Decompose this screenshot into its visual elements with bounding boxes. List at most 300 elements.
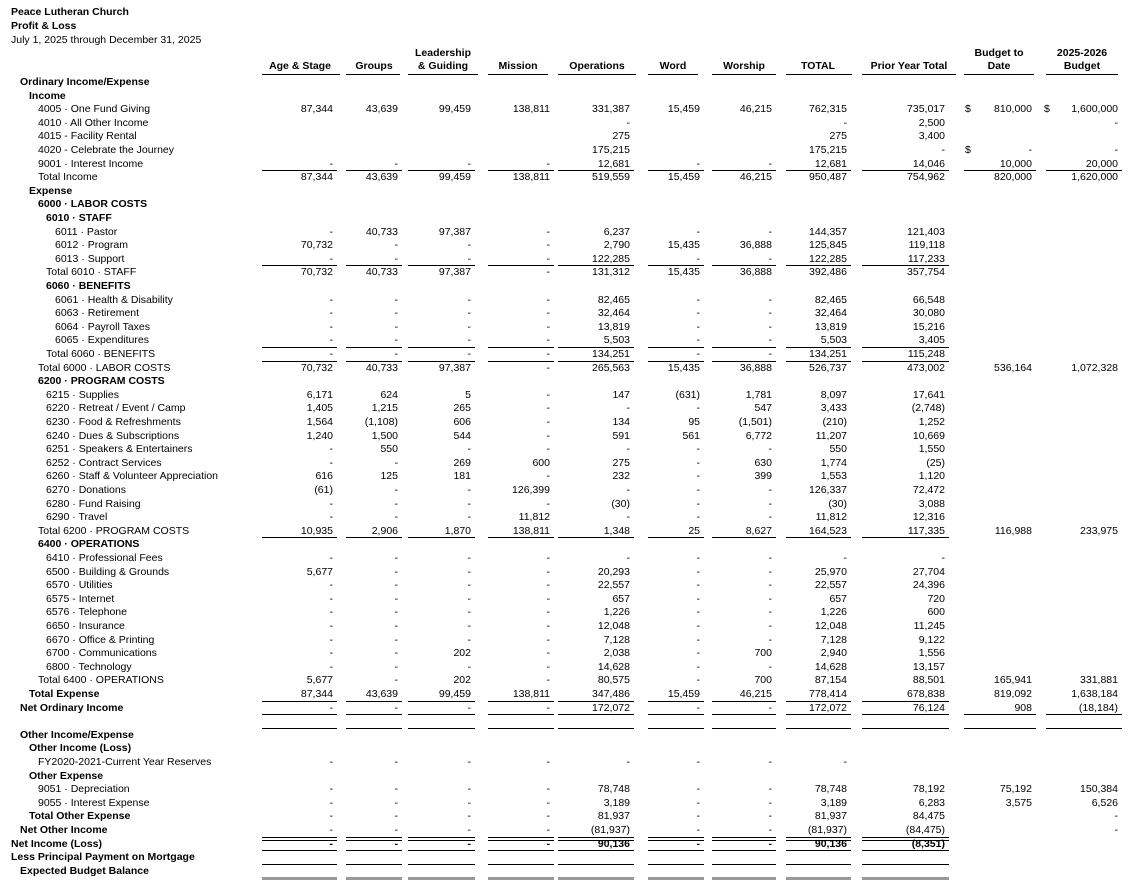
subtotal-rule — [262, 347, 337, 348]
cell-value: - — [546, 824, 550, 836]
cell-value: 3,405 — [918, 334, 945, 347]
cell-value: - — [467, 484, 471, 496]
cell-value: - — [467, 320, 471, 333]
subtotal-rule — [408, 864, 475, 865]
cell-value: 347,486 — [592, 688, 630, 700]
cell-value: (8,351) — [911, 837, 945, 850]
row-label: Net Ordinary Income — [20, 701, 124, 714]
subtotal-rule — [712, 170, 776, 171]
currency-symbol: $ — [1044, 103, 1050, 116]
cell-value: - — [329, 334, 333, 347]
subtotal-rule — [648, 837, 704, 841]
cell-value: - — [394, 565, 398, 578]
subtotal-rule — [648, 728, 704, 729]
cell-value: 13,157 — [912, 660, 945, 673]
cell-value: - — [546, 579, 550, 592]
cell-value: - — [329, 660, 333, 673]
cell-value: - — [768, 348, 772, 360]
cell-value: - — [394, 497, 398, 510]
cell-value: 87,154 — [814, 674, 847, 687]
cell-value: - — [696, 348, 700, 360]
cell-value: 172,072 — [809, 701, 847, 714]
subtotal-rule — [262, 850, 337, 851]
subtotal-rule — [408, 170, 475, 171]
row-label: 4005 · One Fund Giving — [38, 103, 151, 116]
cell-value: 9,122 — [918, 633, 945, 646]
cell-value: - — [696, 565, 700, 578]
row-label: 9051 · Depreciation — [38, 783, 130, 796]
subtotal-rule — [648, 537, 704, 538]
subtotal-rule — [488, 347, 554, 348]
cell-value: 561 — [682, 429, 700, 442]
cell-value: 87,344 — [300, 171, 333, 184]
cell-value: 76,124 — [912, 701, 945, 714]
cell-value: - — [546, 701, 550, 714]
row-label: 6230 · Food & Refreshments — [46, 416, 181, 428]
header-underline — [964, 74, 1034, 75]
cell-value: - — [546, 361, 550, 374]
cell-value: 32,464 — [814, 307, 847, 320]
cell-value: - — [467, 592, 471, 605]
row-label: Net Income (Loss) — [11, 837, 103, 850]
cell-value: 8,627 — [745, 524, 772, 537]
cell-value: - — [546, 388, 550, 401]
cell-value: 7,128 — [820, 633, 847, 646]
subtotal-rule — [262, 265, 337, 266]
report-period: July 1, 2025 through December 31, 2025 — [11, 34, 202, 46]
cell-value: 2,790 — [603, 239, 630, 252]
cell-value: - — [329, 633, 333, 646]
cell-value: 20,000 — [1085, 157, 1118, 170]
cell-value: - — [546, 660, 550, 673]
cell-value: 550 — [829, 443, 847, 456]
cell-value: 6,772 — [745, 429, 772, 442]
subtotal-rule — [558, 701, 634, 702]
subtotal-rule — [408, 347, 475, 348]
row-label: 6200 · PROGRAM COSTS — [38, 375, 165, 388]
cell-value: - — [394, 320, 398, 333]
cell-value: - — [467, 701, 471, 714]
row-label: Less Principal Payment on Mortgage — [11, 851, 195, 864]
cell-value: 78,748 — [814, 783, 847, 796]
cell-value: - — [696, 443, 700, 456]
cell-value: 12,048 — [814, 620, 847, 632]
cell-value: 25,970 — [814, 565, 847, 578]
cell-value: - — [329, 837, 333, 850]
cell-value: 138,811 — [512, 688, 550, 700]
cell-value: 2,940 — [820, 647, 847, 660]
cell-value: 43,639 — [365, 171, 398, 184]
row-label: 6215 · Supplies — [46, 388, 119, 401]
row-label: 6270 · Donations — [46, 484, 126, 496]
cell-value: 134,251 — [592, 348, 630, 360]
subtotal-rule — [712, 361, 776, 362]
subtotal-rule — [262, 864, 337, 865]
cell-value: 1,405 — [306, 402, 333, 415]
cell-value: - — [546, 674, 550, 687]
row-label: 6251 · Speakers & Entertainers — [46, 443, 193, 456]
subtotal-rule — [558, 537, 634, 538]
subtotal-rule — [558, 864, 634, 865]
header-underline — [786, 74, 852, 75]
org-name: Peace Lutheran Church — [11, 6, 129, 18]
cell-value: 10,000 — [999, 157, 1032, 170]
subtotal-rule — [1046, 728, 1122, 729]
cell-value: - — [467, 511, 471, 524]
cell-value: 7,128 — [603, 633, 630, 646]
cell-value: - — [546, 796, 550, 809]
cell-value: 99,459 — [438, 103, 471, 116]
cell-value: 14,628 — [814, 660, 847, 673]
cell-value: 125 — [380, 470, 398, 483]
subtotal-rule — [262, 877, 337, 880]
cell-value: 40,733 — [365, 266, 398, 279]
cell-value: - — [843, 756, 847, 768]
col-header-prior-year: Prior Year Total — [870, 60, 948, 72]
cell-value: 125,845 — [809, 239, 847, 252]
cell-value: 46,215 — [739, 688, 772, 700]
cell-value: (1,108) — [364, 416, 398, 428]
subtotal-rule — [786, 850, 851, 851]
subtotal-rule — [558, 265, 634, 266]
cell-value: - — [394, 783, 398, 796]
cell-value: 5 — [465, 388, 471, 401]
cell-value: 43,639 — [365, 103, 398, 116]
subtotal-rule — [558, 728, 634, 729]
cell-value: 735,017 — [907, 103, 945, 116]
cell-value: - — [394, 824, 398, 836]
cell-value: - — [626, 402, 630, 415]
subtotal-rule — [964, 170, 1036, 171]
subtotal-rule — [488, 265, 554, 266]
cell-value: 90,136 — [814, 837, 847, 850]
subtotal-rule — [862, 877, 949, 880]
row-label: 6410 · Professional Fees — [46, 552, 163, 564]
cell-value: 6,171 — [306, 388, 333, 401]
subtotal-rule — [786, 361, 851, 362]
cell-value: - — [768, 293, 772, 306]
cell-value: 15,435 — [667, 266, 700, 279]
subtotal-rule — [786, 170, 851, 171]
cell-value: - — [768, 484, 772, 496]
cell-value: 357,754 — [907, 266, 945, 279]
cell-value: - — [696, 824, 700, 836]
cell-value: 82,465 — [597, 293, 630, 306]
row-label: 4015 - Facility Rental — [38, 130, 137, 143]
cell-value: - — [394, 620, 398, 632]
subtotal-rule — [862, 170, 949, 171]
cell-value: 12,316 — [912, 511, 945, 524]
cell-value: (2,748) — [911, 402, 945, 415]
cell-value: - — [467, 606, 471, 619]
subtotal-rule — [262, 537, 337, 538]
cell-value: 75,192 — [999, 783, 1032, 796]
cell-value: 202 — [453, 647, 471, 660]
cell-value: 1,620,000 — [1071, 171, 1118, 184]
cell-value: - — [329, 348, 333, 360]
subtotal-rule — [262, 714, 337, 715]
subtotal-rule — [408, 837, 475, 841]
cell-value: - — [768, 783, 772, 796]
cell-value: 11,812 — [815, 511, 847, 524]
cell-value: - — [546, 416, 550, 428]
cell-value: 950,487 — [809, 171, 847, 184]
cell-value: 616 — [315, 470, 333, 483]
cell-value: 275 — [612, 130, 630, 143]
cell-value: 202 — [453, 674, 471, 687]
cell-value: - — [394, 810, 398, 823]
cell-value: - — [329, 320, 333, 333]
cell-value: - — [394, 579, 398, 592]
cell-value: - — [626, 756, 630, 768]
col-header-groups: Groups — [355, 60, 393, 72]
col-header-budget-2: Budget — [1063, 60, 1101, 72]
cell-value: 87,344 — [300, 688, 333, 700]
cell-value: 519,559 — [592, 171, 630, 184]
cell-value: 15,216 — [912, 320, 945, 333]
cell-value: - — [394, 239, 398, 252]
row-label: 6290 · Travel — [46, 511, 108, 524]
cell-value: - — [394, 157, 398, 170]
cell-value: 1,240 — [306, 429, 333, 442]
subtotal-rule — [786, 837, 851, 841]
subtotal-rule — [346, 265, 402, 266]
cell-value: - — [467, 239, 471, 252]
cell-value: - — [768, 307, 772, 320]
row-label: 6700 · Communications — [46, 647, 157, 660]
cell-value: 14,628 — [597, 660, 630, 673]
cell-value: - — [696, 620, 700, 632]
cell-value: 1,781 — [745, 388, 772, 401]
cell-value: - — [768, 701, 772, 714]
cell-value: 14,046 — [912, 157, 945, 170]
cell-value: - — [394, 293, 398, 306]
cell-value: - — [546, 429, 550, 442]
subtotal-rule — [488, 701, 554, 702]
cell-value: - — [394, 837, 398, 850]
col-header-budget-1: 2025-2026 — [1056, 47, 1108, 59]
cell-value: 1,564 — [306, 416, 333, 428]
row-label: Other Expense — [29, 769, 104, 782]
subtotal-rule — [712, 877, 776, 880]
cell-value: 778,414 — [809, 688, 847, 700]
cell-value: 233,975 — [1080, 524, 1118, 537]
subtotal-rule — [712, 714, 776, 715]
subtotal-rule — [262, 837, 337, 841]
row-label: Ordinary Income/Expense — [20, 76, 150, 88]
cell-value: - — [546, 402, 550, 415]
subtotal-rule — [964, 728, 1036, 729]
cell-value: 181 — [453, 470, 471, 483]
row-label: 6280 · Fund Raising — [46, 497, 141, 510]
subtotal-rule — [712, 701, 776, 702]
cell-value: 6,283 — [918, 796, 945, 809]
row-label: Net Other Income — [20, 824, 108, 836]
cell-value: 550 — [380, 443, 398, 456]
cell-value: 6,237 — [603, 225, 630, 238]
cell-value: (631) — [675, 388, 700, 401]
cell-value: - — [546, 606, 550, 619]
col-header-age: Age & Stage — [269, 60, 331, 72]
cell-value: (81,937) — [590, 824, 630, 836]
header-underline — [648, 74, 698, 75]
cell-value: - — [626, 443, 630, 456]
cell-value: 147 — [612, 388, 630, 401]
subtotal-rule — [648, 850, 704, 851]
cell-value: 46,215 — [739, 103, 772, 116]
subtotal-rule — [488, 877, 554, 880]
cell-value: - — [329, 810, 333, 823]
cell-value: 11,207 — [815, 429, 847, 442]
cell-value: - — [546, 266, 550, 279]
subtotal-rule — [558, 170, 634, 171]
subtotal-rule — [712, 728, 776, 729]
subtotal-rule — [488, 170, 554, 171]
subtotal-rule — [862, 714, 949, 715]
cell-value: 138,811 — [512, 171, 550, 184]
subtotal-rule — [1046, 714, 1122, 715]
cell-value: - — [546, 252, 550, 265]
cell-value: - — [546, 239, 550, 252]
cell-value: - — [329, 456, 333, 469]
cell-value: 5,677 — [306, 674, 333, 687]
cell-value: - — [768, 837, 772, 850]
cell-value: 81,937 — [597, 810, 630, 823]
cell-value: 12,048 — [597, 620, 630, 632]
row-label: 6063 · Retirement — [55, 307, 140, 320]
cell-value: - — [696, 701, 700, 714]
cell-value: - — [546, 320, 550, 333]
cell-value: (210) — [822, 416, 847, 428]
subtotal-rule — [862, 701, 949, 702]
cell-value: - — [394, 796, 398, 809]
cell-value: 15,459 — [667, 171, 700, 184]
cell-value: - — [467, 796, 471, 809]
cell-value: 144,357 — [809, 225, 847, 238]
cell-value: - — [546, 348, 550, 360]
subtotal-rule — [408, 728, 475, 729]
cell-value: - — [626, 552, 630, 564]
cell-value: - — [768, 497, 772, 510]
cell-value: - — [696, 470, 700, 483]
col-header-budget-to-date-2: Date — [987, 60, 1011, 72]
cell-value: - — [696, 796, 700, 809]
cell-value: - — [546, 565, 550, 578]
cell-value: 232 — [612, 470, 630, 483]
cell-value: (30) — [828, 497, 847, 510]
cell-value: 22,557 — [597, 579, 630, 592]
cell-value: 78,748 — [597, 783, 630, 796]
cell-value: 399 — [754, 470, 772, 483]
subtotal-rule — [408, 361, 475, 362]
cell-value: 12,681 — [597, 157, 630, 170]
cell-value: 24,396 — [912, 579, 945, 592]
cell-value: 66,548 — [912, 293, 945, 306]
cell-value: 678,838 — [907, 688, 945, 700]
cell-value: 1,120 — [918, 470, 945, 483]
row-label: 6011 · Pastor — [55, 225, 118, 238]
cell-value: 657 — [829, 592, 847, 605]
subtotal-rule — [712, 850, 776, 851]
cell-value: 126,337 — [809, 484, 847, 496]
row-label: 9001 · Interest Income — [38, 157, 144, 170]
cell-value: 600 — [927, 606, 945, 619]
subtotal-rule — [862, 850, 949, 851]
cell-value: 88,501 — [912, 674, 945, 687]
cell-value: - — [394, 647, 398, 660]
cell-value: - — [546, 592, 550, 605]
cell-value: - — [1028, 144, 1032, 156]
cell-value: - — [546, 620, 550, 632]
subtotal-rule — [862, 537, 949, 538]
row-label: Other Income/Expense — [20, 728, 134, 741]
cell-value: - — [546, 497, 550, 510]
subtotal-rule — [346, 864, 402, 865]
subtotal-rule — [346, 714, 402, 715]
cell-value: 40,733 — [365, 361, 398, 374]
cell-value: 97,387 — [438, 266, 471, 279]
cell-value: 30,080 — [912, 307, 945, 320]
cell-value: - — [467, 497, 471, 510]
cell-value: - — [546, 810, 550, 823]
cell-value: - — [329, 592, 333, 605]
cell-value: 13,819 — [597, 320, 630, 333]
subtotal-rule — [712, 537, 776, 538]
subtotal-rule — [786, 701, 851, 702]
cell-value: - — [467, 810, 471, 823]
cell-value: 700 — [754, 674, 772, 687]
cell-value: - — [467, 552, 471, 564]
cell-value: 11,812 — [518, 511, 550, 524]
col-header-total: TOTAL — [800, 60, 836, 72]
cell-value: 126,399 — [512, 484, 550, 496]
row-label: 9055 · Interest Expense — [38, 796, 150, 809]
cell-value: 25 — [688, 524, 700, 537]
cell-value: - — [696, 660, 700, 673]
cell-value: - — [467, 565, 471, 578]
cell-value: 99,459 — [438, 171, 471, 184]
cell-value: - — [329, 824, 333, 836]
cell-value: 81,937 — [814, 810, 847, 823]
col-header-operations: Operations — [569, 60, 625, 72]
row-label: 6500 · Building & Grounds — [46, 565, 170, 578]
row-label: 6570 · Utilities — [46, 579, 113, 592]
cell-value: - — [941, 144, 945, 156]
cell-value: 275 — [829, 130, 847, 143]
row-label: 6575 - Internet — [46, 592, 115, 605]
subtotal-rule — [862, 347, 949, 348]
cell-value: 762,315 — [809, 103, 847, 116]
cell-value: 46,215 — [739, 171, 772, 184]
cell-value: 116,988 — [994, 524, 1032, 537]
cell-value: 1,774 — [820, 456, 847, 469]
col-header-budget-to-date-1: Budget to — [974, 47, 1024, 59]
cell-value: - — [696, 674, 700, 687]
cell-value: (61) — [314, 484, 333, 496]
cell-value: - — [696, 633, 700, 646]
cell-value: - — [467, 824, 471, 836]
cell-value: - — [329, 606, 333, 619]
subtotal-rule — [488, 864, 554, 865]
cell-value: 134,251 — [809, 348, 847, 360]
cell-value: 172,072 — [592, 701, 630, 714]
cell-value: - — [696, 307, 700, 320]
cell-value: - — [329, 511, 333, 524]
row-label: Total 6010 · STAFF — [46, 266, 137, 279]
cell-value: 175,215 — [592, 144, 630, 156]
subtotal-rule — [346, 728, 402, 729]
row-label: Total 6400 · OPERATIONS — [38, 674, 164, 687]
